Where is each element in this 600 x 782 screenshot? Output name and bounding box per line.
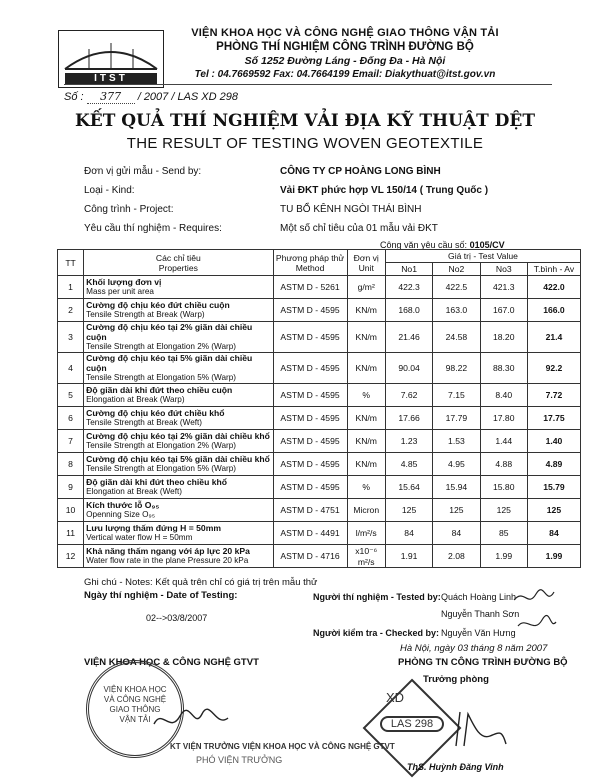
table-row (58, 545, 581, 568)
cell-unit: Micron (347, 499, 385, 522)
seal-text: VIỆN KHOA HỌC VÀ CÔNG NGHỆ GIAO THÔNG VẬN TẢI (103, 685, 167, 724)
cell-no3: 18.20 (480, 322, 527, 353)
cell-unit: KN/m (347, 407, 385, 430)
header-test-value: Giá trị - Test Value (385, 250, 580, 263)
property-en: Water flow rate in the plane Pressure 20 kPa (86, 556, 249, 565)
property-vn: Cường độ chịu kéo đứt chiều khổ (86, 408, 225, 418)
cell-property (84, 322, 273, 353)
cell-method: ASTM D - 4595 (273, 453, 347, 476)
header-unit-en: Unit (358, 262, 374, 273)
cell-tt: 8 (58, 453, 84, 476)
info-label: Loại - Kind: (84, 185, 135, 196)
property-en: Mass per unit area (86, 287, 154, 296)
test-date-label: Ngày thí nghiệm - Date of Testing: (84, 590, 238, 601)
header-properties-en: Properties (158, 262, 198, 273)
cell-tt: 3 (58, 322, 84, 353)
cell-average: 15.79 (527, 476, 580, 499)
head-title: Trưởng phòng (423, 674, 489, 685)
cell-method: ASTM D - 4491 (273, 522, 347, 545)
letterhead (140, 26, 550, 82)
table-row (58, 407, 581, 430)
cell-property (84, 353, 273, 384)
checker-name: Nguyễn Văn Hưng (441, 628, 516, 638)
cell-no2: 163.0 (433, 299, 480, 322)
title-vietnamese: KẾT QUẢ THÍ NGHIỆM VẢI ĐỊA KỸ THUẬT DỆT (74, 111, 536, 131)
property-vn: Cường độ chịu kéo tại 5% giãn dài chiều cuộn (86, 353, 253, 373)
cell-no1: 90.04 (385, 353, 432, 384)
table-row (58, 384, 581, 407)
cell-no1: 7.62 (385, 384, 432, 407)
department-line: KT VIỆN TRƯỞNG VIỆN KHOA HỌC VÀ CÔNG NGHỆ GTVT (170, 742, 395, 751)
header-average: T.bình - Av (527, 263, 580, 276)
header-divider (64, 84, 552, 85)
header-properties-vn: Các chỉ tiêu (155, 252, 201, 263)
property-en: Tensile Strength at Elongation 2% (Warp) (86, 441, 237, 450)
property-vn: Độ giãn dài khi đứt theo chiều khổ (86, 477, 228, 487)
cell-no3: 421.3 (480, 276, 527, 299)
property-en: Vertical water flow H = 50mm (86, 533, 193, 542)
info-label: Yêu cầu thí nghiệm - Requires: (84, 223, 222, 234)
cell-average: 4.89 (527, 453, 580, 476)
cell-tt: 2 (58, 299, 84, 322)
property-en: Tensile Strength at Elongation 5% (Warp) (86, 464, 237, 473)
cell-method: ASTM D - 4595 (273, 476, 347, 499)
checked-by-label: Người kiểm tra - Checked by: (313, 628, 439, 638)
cell-no1: 4.85 (385, 453, 432, 476)
property-vn: Cường độ chịu kéo đứt chiều cuộn (86, 300, 230, 310)
cell-no2: 2.08 (433, 545, 480, 568)
table-row (58, 499, 581, 522)
cell-method: ASTM D - 4595 (273, 430, 347, 453)
property-vn: Kích thước lỗ O₉₅ (86, 500, 160, 510)
header-no2: No2 (433, 263, 480, 276)
cell-method: ASTM D - 4595 (273, 353, 347, 384)
cell-unit: KN/m (347, 322, 385, 353)
cell-method: ASTM D - 4716 (273, 545, 347, 568)
request-doc-label: Công văn yêu cầu số: (380, 240, 468, 250)
cell-no2: 1.53 (433, 430, 480, 453)
property-en: Elongation at Break (Weft) (86, 487, 183, 496)
table-row (58, 430, 581, 453)
cell-unit: % (347, 476, 385, 499)
header-properties (84, 250, 273, 276)
table-row (58, 453, 581, 476)
cell-average: 125 (527, 499, 580, 522)
cell-no3: 1.99 (480, 545, 527, 568)
table-header-row (58, 250, 581, 263)
cell-no1: 1.23 (385, 430, 432, 453)
cell-unit: KN/m (347, 353, 385, 384)
property-vn: Khối lượng đơn vị (86, 277, 162, 287)
request-doc-value: 0105/CV (469, 240, 505, 250)
cell-method: ASTM D - 4595 (273, 299, 347, 322)
cell-tt: 10 (58, 499, 84, 522)
head-signature-icon (450, 706, 510, 752)
cell-no2: 7.15 (433, 384, 480, 407)
cell-average: 17.75 (527, 407, 580, 430)
table-row (58, 353, 581, 384)
cell-property (84, 453, 273, 476)
place-date: Hà Nội, ngày 03 tháng 8 năm 2007 (400, 643, 548, 654)
cell-no1: 125 (385, 499, 432, 522)
checked-by (313, 628, 516, 638)
doc-number-prefix: Số : (64, 91, 84, 103)
cell-average: 84 (527, 522, 580, 545)
lab-address: Số 1252 Đường Láng - Đống Đa - Hà Nội (244, 55, 446, 67)
cell-no3: 125 (480, 499, 527, 522)
vice-director-title: PHÓ VIỆN TRƯỞNG (196, 755, 283, 765)
info-value: Vải ĐKT phức hợp VL 150/14 ( Trung Quốc ) (280, 185, 489, 196)
cell-average: 7.72 (527, 384, 580, 407)
header-unit (347, 250, 385, 276)
cell-tt: 4 (58, 353, 84, 384)
cell-method: ASTM D - 4595 (273, 407, 347, 430)
cell-tt: 1 (58, 276, 84, 299)
stamp-las: LAS 298 (380, 716, 444, 732)
cell-average: 422.0 (527, 276, 580, 299)
property-vn: Cường độ chịu kéo tại 2% giãn dài chiều cuộn (86, 322, 253, 342)
property-en: Tensile Strength at Elongation 5% (Warp) (86, 373, 237, 382)
cell-method: ASTM D - 5261 (273, 276, 347, 299)
tester-signature-icon (510, 586, 560, 642)
header-method-vn: Phương pháp thử (275, 252, 345, 263)
cell-no2: 84 (433, 522, 480, 545)
cell-unit: g/m² (347, 276, 385, 299)
info-value: Một số chỉ tiêu của 01 mẫu vải ĐKT (280, 223, 438, 234)
cell-no1: 15.64 (385, 476, 432, 499)
property-en: Openning Size O₉₅ (86, 510, 156, 519)
cell-tt: 9 (58, 476, 84, 499)
cell-no2: 24.58 (433, 322, 480, 353)
notes: Ghi chú - Notes: Kết quả trên chỉ có giá trị trên mẫu thử (84, 577, 318, 588)
cell-no2: 125 (433, 499, 480, 522)
property-en: Tensile Strength at Break (Weft) (86, 418, 203, 427)
stamp-code: XD (386, 690, 405, 705)
cell-tt: 12 (58, 545, 84, 568)
table-row (58, 322, 581, 353)
cell-no3: 85 (480, 522, 527, 545)
cell-property (84, 545, 273, 568)
property-vn: Khả năng thấm ngang với áp lực 20 kPa (86, 546, 250, 556)
lab-name: PHÒNG THÍ NGHIỆM CÔNG TRÌNH ĐƯỜNG BỘ (216, 41, 474, 53)
results-table (57, 249, 581, 568)
cell-no3: 167.0 (480, 299, 527, 322)
property-en: Tensile Strength at Break (Warp) (86, 310, 205, 319)
header-method (273, 250, 347, 276)
table-row (58, 522, 581, 545)
cell-property (84, 299, 273, 322)
institute-footer: VIỆN KHOA HỌC & CÔNG NGHỆ GTVT (84, 657, 259, 668)
title-english: THE RESULT OF TESTING WOVEN GEOTEXTILE (126, 135, 484, 152)
header-tt: TT (58, 250, 84, 276)
cell-unit: KN/m (347, 430, 385, 453)
tested-by (313, 592, 520, 619)
cell-property (84, 276, 273, 299)
header-no3: No3 (480, 263, 527, 276)
cell-no2: 98.22 (433, 353, 480, 384)
info-label: Đơn vị gửi mẫu - Send by: (84, 166, 202, 177)
cell-no1: 84 (385, 522, 432, 545)
cell-no3: 1.44 (480, 430, 527, 453)
info-value: TU BỔ KÊNH NGÒI THÁI BÌNH (280, 204, 422, 215)
cell-unit: x10⁻⁶ m²/s (347, 545, 385, 568)
lab-contact: Tel : 04.7669592 Fax: 04.7664199 Email: Diakythuat@itst.gov.vn (194, 69, 496, 80)
cell-average: 166.0 (527, 299, 580, 322)
cell-unit: KN/m (347, 299, 385, 322)
cell-no1: 17.66 (385, 407, 432, 430)
cell-no3: 17.80 (480, 407, 527, 430)
cell-average: 1.40 (527, 430, 580, 453)
cell-method: ASTM D - 4595 (273, 322, 347, 353)
cell-average: 21.4 (527, 322, 580, 353)
cell-no2: 15.94 (433, 476, 480, 499)
cell-property (84, 430, 273, 453)
logo-text: ITST (94, 73, 128, 84)
property-vn: Lưu lượng thấm đứng H = 50mm (86, 523, 221, 533)
cell-method: ASTM D - 4595 (273, 384, 347, 407)
test-date-value: 02-->03/8/2007 (146, 613, 208, 623)
header-no1: No1 (385, 263, 432, 276)
cell-no2: 4.95 (433, 453, 480, 476)
property-vn: Cường độ chịu kéo tại 5% giãn dài chiều khổ (86, 454, 270, 464)
director-signature-icon (150, 700, 240, 740)
cell-tt: 6 (58, 407, 84, 430)
table-row (58, 476, 581, 499)
tested-by-label: Người thí nghiệm - Tested by: (313, 592, 441, 602)
tester-name-1: Quách Hoàng Linh (441, 592, 517, 602)
cell-tt: 7 (58, 430, 84, 453)
doc-number-value: 377 (87, 90, 135, 104)
cell-no3: 8.40 (480, 384, 527, 407)
cell-method: ASTM D - 4751 (273, 499, 347, 522)
cell-property (84, 499, 273, 522)
doc-number-suffix: / 2007 / LAS XD 298 (137, 91, 238, 103)
header-unit-vn: Đơn vị (353, 252, 379, 263)
cell-no1: 422.3 (385, 276, 432, 299)
head-name: ThS. Huỳnh Đăng Vinh (407, 762, 504, 772)
cell-property (84, 476, 273, 499)
institute-name: VIỆN KHOA HỌC VÀ CÔNG NGHỆ GIAO THÔNG VẬN TẢI (191, 27, 499, 39)
cell-no3: 15.80 (480, 476, 527, 499)
tester-name-2: Nguyễn Thanh Sơn (441, 609, 520, 619)
info-label: Công trình - Project: (84, 204, 174, 215)
lab-footer: PHÒNG TN CÔNG TRÌNH ĐƯỜNG BỘ (398, 657, 568, 668)
header-method-en: Method (295, 262, 325, 273)
cell-no3: 88.30 (480, 353, 527, 384)
cell-unit: % (347, 384, 385, 407)
table-row (58, 276, 581, 299)
table-row (58, 299, 581, 322)
document-number (64, 90, 238, 104)
cell-property (84, 522, 273, 545)
cell-property (84, 384, 273, 407)
info-value: CÔNG TY CP HOÀNG LONG BÌNH (280, 166, 441, 177)
property-en: Tensile Strength at Elongation 2% (Warp) (86, 342, 237, 351)
cell-average: 92.2 (527, 353, 580, 384)
cell-tt: 11 (58, 522, 84, 545)
cell-unit: l/m²/s (347, 522, 385, 545)
cell-unit: KN/m (347, 453, 385, 476)
cell-tt: 5 (58, 384, 84, 407)
property-en: Elongation at Break (Warp) (86, 395, 185, 404)
cell-no2: 17.79 (433, 407, 480, 430)
cell-no1: 168.0 (385, 299, 432, 322)
cell-average: 1.99 (527, 545, 580, 568)
cell-no1: 21.46 (385, 322, 432, 353)
cell-property (84, 407, 273, 430)
property-vn: Cường độ chịu kéo tại 2% giãn dài chiều khổ (86, 431, 270, 441)
cell-no1: 1.91 (385, 545, 432, 568)
property-vn: Độ giãn dài khi đứt theo chiều cuộn (86, 385, 233, 395)
cell-no2: 422.5 (433, 276, 480, 299)
cell-no3: 4.88 (480, 453, 527, 476)
